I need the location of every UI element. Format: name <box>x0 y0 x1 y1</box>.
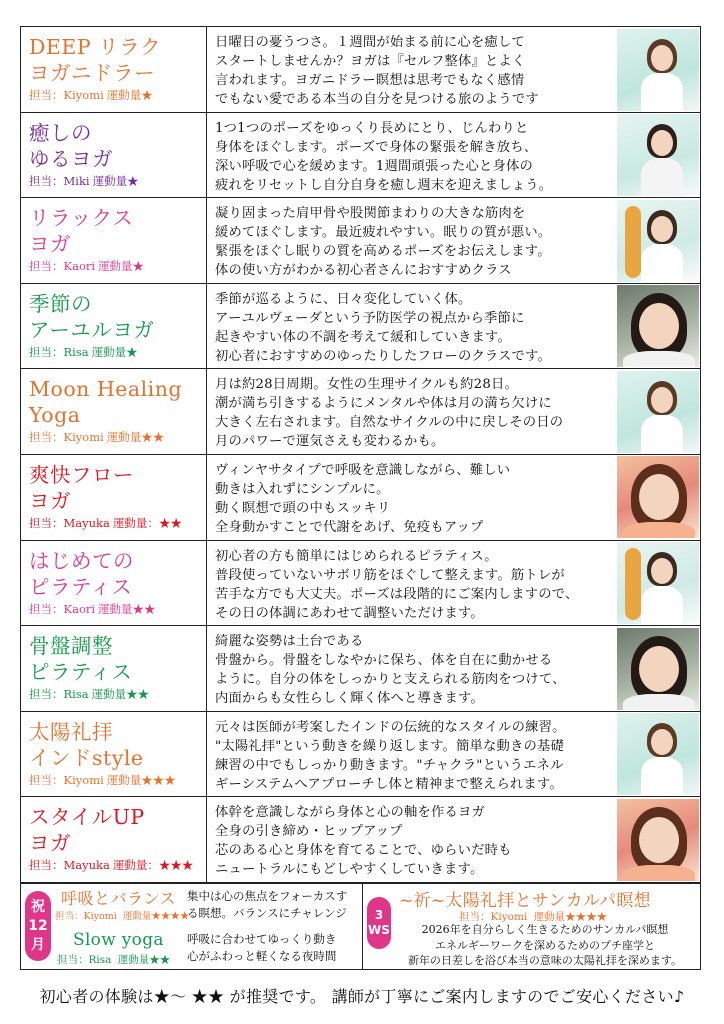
class-header <box>21 369 207 454</box>
class-row <box>21 455 700 541</box>
class-header <box>21 284 207 369</box>
class-header <box>21 626 207 711</box>
instructor-label: 担当：Risa <box>29 344 89 359</box>
instructor-risa-photo <box>617 628 699 710</box>
class-title: DEEP リラク ヨガニドラー <box>29 35 162 85</box>
intensity-label: 運動量：★★ <box>112 515 182 530</box>
ws-title: ~祈~太陽礼拝とサンカルパ瞑想 <box>399 891 651 911</box>
intensity-label: 運動量★★ <box>106 430 165 445</box>
footer-note: 初心者の体験は★～ ★★ が推奨です。 講師が丁寧にご案内しますのでご安心ください♪ <box>39 987 685 1006</box>
class-meta <box>29 687 206 701</box>
class-row <box>21 712 700 798</box>
instructor-mayuka-photo <box>617 799 699 881</box>
instructor-kiyomi-photo <box>617 371 699 453</box>
class-meta <box>29 345 206 359</box>
instructor-label: 担当：Kaori <box>29 259 96 274</box>
class-header <box>21 27 207 112</box>
class-title: 太陽礼拝 インドstyle <box>29 719 144 770</box>
badge-line: 祝 <box>31 898 45 915</box>
class-description: 元々は医師が考案したインドの伝統的なスタイルの練習。 "太陽礼拝"という動きを繰り返します。簡単な動きの基礎 練習の中でもしっかり動きます。"チャクラ"というエネル ギーシステムへアプローチし体と精神まで整えられます。 <box>215 719 566 792</box>
class-meta <box>29 516 206 530</box>
class-meta <box>29 88 206 102</box>
event2-title: Slow yoga <box>73 930 164 950</box>
class-description: 季節が巡るように、日々変化していく体。 アーユルヴェーダという予防医学の視点から季節に 起きやすい体の不調を考えて緩和していきます。 初心者におすすめのゆったりしたフローのクラスです。 <box>215 291 551 364</box>
class-row <box>21 27 700 113</box>
class-row <box>21 541 700 627</box>
class-title: 癒しの ゆるヨガ <box>29 120 113 171</box>
intensity-label: 運動量：★★★ <box>112 858 194 873</box>
class-description: 体幹を意識しながら身体と心の軸を作るヨガ 全身の引き締め・ヒップアップ 芯のある心と身体を育てることで、ゆらいだ時も ニュートラルにもどしやすくしていきます。 <box>215 805 512 878</box>
instructor-label: 担当：Kiyomi <box>29 88 104 102</box>
instructor-risa-photo <box>617 285 699 367</box>
class-title: リラックス ヨガ <box>29 206 134 257</box>
class-header <box>21 712 207 797</box>
instructor-label: 担当：Kaori <box>29 601 96 616</box>
instructor-label: 担当：Kiyomi <box>29 430 104 445</box>
class-header <box>21 797 207 883</box>
badge-line: WS <box>368 923 390 937</box>
event2-intensity: 運動量★★ <box>117 954 171 966</box>
event1-title: 呼吸とバランス <box>61 889 177 908</box>
class-description: 初心者の方も簡単にはじめられるピラティス。 普段使っていないサボリ筋をほぐして整えます。筋トレが 苦手な方でも大丈夫。ポーズは段階的にご案内しますので、 その日の体調にあわせて調整いただけます。 <box>215 548 579 621</box>
instructor-label: 担当：Kiyomi <box>29 772 104 787</box>
class-header <box>21 455 207 540</box>
class-meta <box>29 858 206 872</box>
class-meta <box>29 602 206 616</box>
class-description: 1つ1つのポーズをゆっくり長めにとり、じんわりと 身体をほぐします。ポーズで身体の緊張を解き放ち、 深い呼吸で心を緩めます。1週間頑張った心と身体の 疲れをリセットし自分自身を癒し週末を迎えましょう。 <box>215 120 553 193</box>
december-badge <box>25 891 51 961</box>
instructor-kaori-photo <box>617 542 699 624</box>
class-description: ヴィンヤサタイプで呼吸を意識しながら、難しい 動きは入れずにシンプルに。 動く瞑想で頭の中もスッキリ 全身動かすことで代謝をあげ、免疫もアップ <box>215 462 511 535</box>
ws-badge <box>367 897 391 949</box>
event2-instructor: 担当：Risa <box>57 954 112 966</box>
intensity-label: 運動量★★ <box>91 687 150 702</box>
class-title: 爽快フロー ヨガ <box>29 462 134 513</box>
class-table <box>20 26 701 884</box>
class-description: 月は約28日周期。女性の生理サイクルも約28日。 潮が満ち引きするようにメンタルや体は月の満ち欠けに 大きく左右されます。自然なサイクルの中に戻しその日の 月のパワーで運気さえも変わるかも。 <box>215 377 564 450</box>
workshop-event <box>363 883 700 969</box>
instructor-kiyomi-photo <box>617 29 699 111</box>
event1-meta <box>55 908 189 922</box>
event1-intensity: 運動量★★★★ <box>122 911 190 922</box>
event2-description: 呼吸に合わせてゆっくり動き 心がふわっと軽くなる夜時間 <box>187 932 337 963</box>
class-meta <box>29 259 206 273</box>
instructor-label: 担当：Miki <box>29 173 90 188</box>
intensity-label: 運動量★★★ <box>106 772 176 787</box>
badge-line: 月 <box>31 936 45 953</box>
instructor-kaori-photo <box>617 200 699 282</box>
class-row <box>21 369 700 455</box>
class-title: はじめての ピラティス <box>29 548 134 599</box>
class-description: 凝り固まった肩甲骨や股関節まわりの大きな筋肉を 緩めてほぐします。最近疲れやすい。眠りの質が悪い。 緊張をほぐし眠りの質を高めるポーズをお伝えします。 体の使い方がわかる初心者さんにおすすめクラス <box>215 206 552 279</box>
class-description: 綺麗な姿勢は土台である 骨盤から。骨盤をしなやかに保ち、体を自在に動かせる ように。自分の体をしっかりと支えられる筋肉をつけて、 内面からも女性らしく輝く体へと導きます。 <box>215 634 566 707</box>
event1-description: 集中は心の焦点をフォーカスす る瞑想。バランスにチャレンジ <box>187 889 348 920</box>
special-events-box <box>20 882 701 970</box>
class-title: スタイルUP ヨガ <box>29 805 145 856</box>
class-row <box>21 113 700 199</box>
class-title: 骨盤調整 ピラティス <box>29 634 133 685</box>
class-title: 季節の アーユルヨガ <box>29 291 155 342</box>
event2-meta <box>57 952 170 967</box>
class-row <box>21 198 700 284</box>
badge-line: 3 <box>374 908 384 922</box>
ws-instructor: 担当：Kiyomi <box>459 911 528 923</box>
instructor-label: 担当：Mayuka <box>29 858 110 873</box>
class-row <box>21 626 700 712</box>
class-header <box>21 113 207 198</box>
instructor-label: 担当：Risa <box>29 687 89 702</box>
instructor-miki-photo <box>617 114 699 196</box>
class-header <box>21 198 207 283</box>
class-title: Moon Healing Yoga <box>29 377 183 428</box>
badge-line: 12 <box>28 917 48 934</box>
intensity-label: 運動量★ <box>92 173 139 188</box>
intensity-label: 運動量★ <box>98 259 145 274</box>
december-events <box>21 883 363 969</box>
class-meta <box>29 773 206 787</box>
instructor-mayuka-photo <box>617 456 699 538</box>
ws-intensity: 運動量★★★★ <box>533 911 608 923</box>
class-header <box>21 541 207 626</box>
ws-description: 2026年を自分らしく生きるためのサンカルパ瞑想 エネルギーワークを深めるためのプチ座学と 新年の日差しを浴び本当の意味の太陽礼拝を深めます。 <box>407 923 683 967</box>
class-meta <box>29 430 206 444</box>
intensity-label: 運動量★ <box>106 88 153 102</box>
class-row <box>21 284 700 370</box>
intensity-label: 運動量★ <box>91 344 138 359</box>
instructor-label: 担当：Mayuka <box>29 515 110 530</box>
class-meta <box>29 174 206 188</box>
event1-instructor: 担当：Kiyomi <box>55 911 117 922</box>
class-row <box>21 797 700 883</box>
class-description: 日曜日の憂うつさ。１週間が始まる前に心を癒して スタートしませんか？ヨガは『セルフ整体』とよく 言われます。ヨガニドラー瞑想は思考でもなく感情 でもない愛である本当の自分を見つける旅のようです <box>215 35 539 107</box>
intensity-label: 運動量★★ <box>98 601 156 616</box>
instructor-kiyomi-photo <box>617 713 699 795</box>
